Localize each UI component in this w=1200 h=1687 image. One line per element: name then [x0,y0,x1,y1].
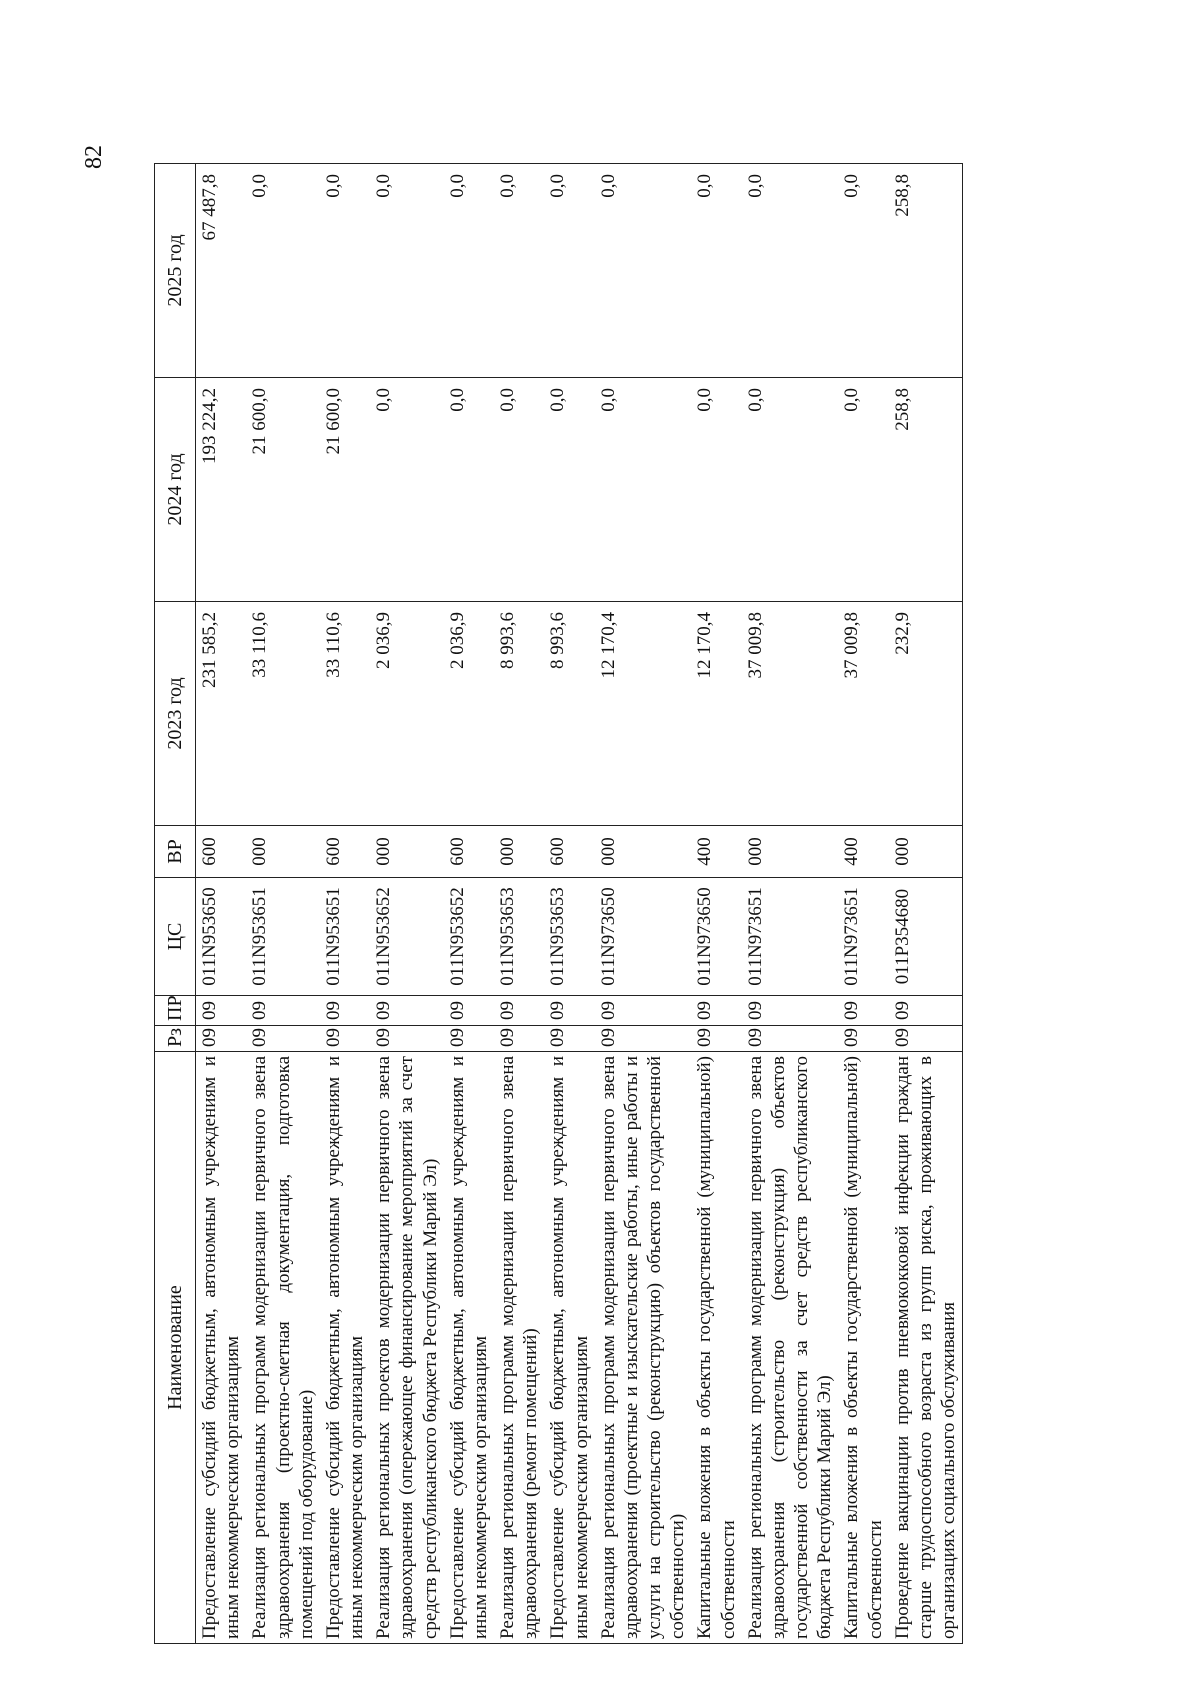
cell-vr: 600 [444,826,494,878]
cell-cs: 011N973651 [838,878,888,996]
col-cs-header: ЦС [155,878,196,996]
cell-vr: 600 [544,826,594,878]
table-row [595,164,692,1644]
cell-2024: 0,0 [370,378,444,602]
col-rz-header: Рз [155,1026,196,1052]
cell-pr: 09 [444,996,494,1026]
cell-2024: 21 600,0 [320,378,370,602]
cell-name: Капитальные вложения в объекты государственной (муниципальной) собственности [838,1052,888,1644]
table-row [196,164,247,1644]
table-row [742,164,839,1644]
col-2025-header: 2025 год [155,164,196,378]
cell-name: Предоставление субсидий бюджетным, автономным учреждениям и иным некоммерческим организациям [196,1052,247,1644]
cell-cs: 011N953651 [320,878,370,996]
table-header [155,164,196,1644]
cell-vr: 000 [742,826,839,878]
cell-vr: 600 [196,826,247,878]
cell-2023: 37 009,8 [838,602,888,826]
cell-2024: 193 224,2 [196,378,247,602]
cell-2024: 0,0 [444,378,494,602]
cell-pr: 09 [246,996,320,1026]
cell-vr: 000 [889,826,963,878]
cell-cs: 011N973650 [595,878,692,996]
col-name-header: Наименование [155,1052,196,1644]
cell-rz: 09 [196,1026,247,1052]
table-row [691,164,741,1644]
table-body [196,164,963,1644]
cell-pr: 09 [595,996,692,1026]
cell-name: Реализация региональных программ модернизации первичного звена здравоохранения (проектно-сметная документация, подготовка помещений под оборудование) [246,1052,320,1644]
cell-name: Реализация региональных программ модернизации первичного звена здравоохранения (проектные и изыскательские работы, иные работы и услуги на строительство (реконструкцию) объектов государственной собственности) [595,1052,692,1644]
cell-rz: 09 [494,1026,544,1052]
cell-2023: 231 585,2 [196,602,247,826]
cell-vr: 400 [691,826,741,878]
cell-cs: 011N953652 [444,878,494,996]
cell-pr: 09 [196,996,247,1026]
cell-rz: 09 [742,1026,839,1052]
cell-cs: 011N953652 [370,878,444,996]
cell-pr: 09 [370,996,444,1026]
cell-vr: 000 [246,826,320,878]
cell-pr: 09 [544,996,594,1026]
cell-2023: 2 036,9 [370,602,444,826]
cell-2024: 0,0 [595,378,692,602]
table-row [889,164,963,1644]
cell-2023: 12 170,4 [595,602,692,826]
cell-2025: 0,0 [246,164,320,378]
cell-2025: 0,0 [370,164,444,378]
cell-rz: 09 [691,1026,741,1052]
cell-2023: 8 993,6 [544,602,594,826]
cell-rz: 09 [595,1026,692,1052]
cell-2023: 12 170,4 [691,602,741,826]
cell-cs: 011N953650 [196,878,247,996]
cell-cs: 011N953653 [544,878,594,996]
cell-2025: 258,8 [889,164,963,378]
table-row [838,164,888,1644]
page-number: 82 [81,145,107,169]
cell-2025: 0,0 [595,164,692,378]
cell-2025: 0,0 [494,164,544,378]
cell-cs: 011P354680 [889,878,963,996]
table-row [370,164,444,1644]
cell-vr: 400 [838,826,888,878]
col-vr-header: ВР [155,826,196,878]
cell-2024: 21 600,0 [246,378,320,602]
col-pr-header: ПР [155,996,196,1026]
cell-name: Проведение вакцинации против пневмококковой инфекции граждан старше трудоспособного возраста из групп риска, проживающих в организациях социального обслуживания [889,1052,963,1644]
cell-2023: 232,9 [889,602,963,826]
cell-rz: 09 [889,1026,963,1052]
cell-cs: 011N973650 [691,878,741,996]
table-row [444,164,494,1644]
cell-vr: 000 [370,826,444,878]
cell-pr: 09 [494,996,544,1026]
cell-cs: 011N953651 [246,878,320,996]
budget-table [154,163,963,1644]
cell-pr: 09 [889,996,963,1026]
cell-pr: 09 [320,996,370,1026]
cell-2023: 8 993,6 [494,602,544,826]
cell-2024: 0,0 [544,378,594,602]
table-row [494,164,544,1644]
cell-2024: 0,0 [838,378,888,602]
cell-name: Предоставление субсидий бюджетным, автономным учреждениям и иным некоммерческим организациям [544,1052,594,1644]
cell-vr: 000 [494,826,544,878]
table-row [320,164,370,1644]
cell-2024: 0,0 [494,378,544,602]
cell-rz: 09 [444,1026,494,1052]
cell-pr: 09 [742,996,839,1026]
cell-name: Реализация региональных программ модернизации первичного звена здравоохранения (ремонт помещений) [494,1052,544,1644]
cell-2023: 37 009,8 [742,602,839,826]
cell-name: Реализация региональных проектов модернизации первичного звена здравоохранения (опережающее финансирование мероприятий за счет средств республиканского бюджета Республики Марий Эл) [370,1052,444,1644]
cell-rz: 09 [838,1026,888,1052]
cell-2025: 0,0 [544,164,594,378]
cell-2023: 2 036,9 [444,602,494,826]
cell-pr: 09 [838,996,888,1026]
cell-name: Капитальные вложения в объекты государственной (муниципальной) собственности [691,1052,741,1644]
cell-2025: 0,0 [320,164,370,378]
cell-2025: 0,0 [444,164,494,378]
col-2024-header: 2024 год [155,378,196,602]
cell-cs: 011N953653 [494,878,544,996]
cell-2023: 33 110,6 [320,602,370,826]
table-row [544,164,594,1644]
cell-2024: 0,0 [742,378,839,602]
cell-rz: 09 [320,1026,370,1052]
cell-2025: 67 487,8 [196,164,247,378]
col-2023-header: 2023 год [155,602,196,826]
cell-2025: 0,0 [691,164,741,378]
cell-rz: 09 [544,1026,594,1052]
cell-2023: 33 110,6 [246,602,320,826]
cell-rz: 09 [370,1026,444,1052]
cell-vr: 600 [320,826,370,878]
cell-cs: 011N973651 [742,878,839,996]
cell-2024: 258,8 [889,378,963,602]
cell-rz: 09 [246,1026,320,1052]
cell-name: Предоставление субсидий бюджетным, автономным учреждениям и иным некоммерческим организациям [444,1052,494,1644]
cell-pr: 09 [691,996,741,1026]
cell-2025: 0,0 [838,164,888,378]
cell-name: Реализация региональных программ модернизации первичного звена здравоохранения (строительство (реконструкция) объектов государственной собственности за счет средств республиканского бюджета Республики Марий Эл) [742,1052,839,1644]
cell-name: Предоставление субсидий бюджетным, автономным учреждениям и иным некоммерческим организациям [320,1052,370,1644]
cell-vr: 000 [595,826,692,878]
cell-2024: 0,0 [691,378,741,602]
table-container [154,164,974,1644]
table-row [246,164,320,1644]
cell-2025: 0,0 [742,164,839,378]
